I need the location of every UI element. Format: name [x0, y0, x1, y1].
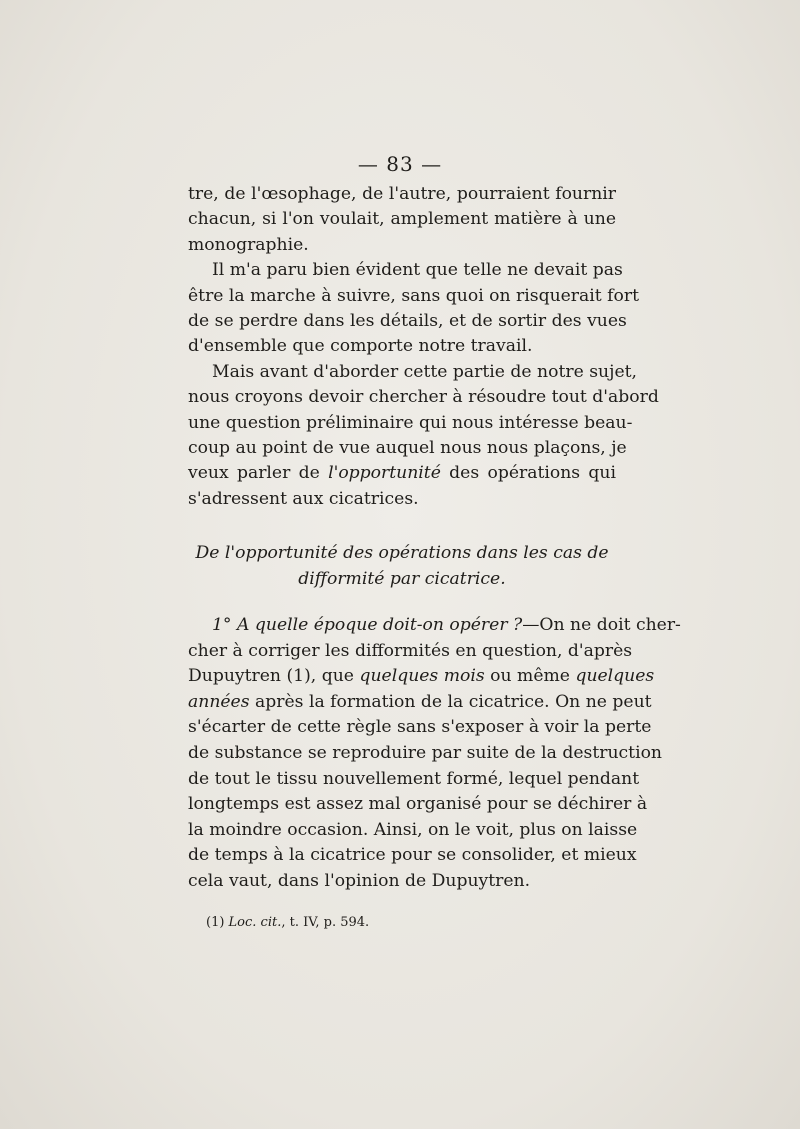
text-line: chacun, si l'on voulait, amplement matière à une	[188, 209, 616, 230]
paragraph-3	[188, 360, 659, 512]
text-line: d'ensemble que comporte notre travail.	[188, 336, 533, 357]
footnote-reference: , t. IV, p. 594.	[281, 915, 370, 930]
text-line: être la marche à suivre, sans quoi on risquerait fort	[188, 285, 639, 306]
text-segment: —On ne doit cher-	[522, 615, 681, 635]
page-number: — 83 —	[357, 152, 443, 176]
section-heading-line: De l'opportunité des opérations dans les cas de	[195, 543, 609, 563]
footnote	[206, 914, 606, 932]
emphasis-text: 1° A quelle époque doit-on opérer ?	[212, 615, 523, 635]
text-segment: veux parler de	[188, 463, 329, 484]
emphasis-text: quelques	[575, 666, 655, 687]
section-heading-line: difformité par cicatrice.	[298, 569, 506, 589]
text-line: longtemps est assez mal organisé pour se déchirer à	[188, 794, 648, 815]
text-segment: des opérations qui	[440, 463, 616, 484]
text-line: de se perdre dans les détails, et de sortir des vues	[188, 311, 627, 332]
text-line	[188, 664, 655, 690]
paragraph-4	[188, 613, 681, 895]
footnote-citation: Loc. cit.	[228, 915, 282, 930]
text-segment: ou même	[484, 666, 576, 687]
text-line	[188, 690, 652, 716]
text-segment: après la formation de la cicatrice. On ne peut	[249, 691, 652, 712]
emphasis-text: quelques mois	[359, 666, 485, 687]
text-segment: Dupuytren (1), que	[188, 666, 360, 687]
text-line: Il m'a paru bien évident que telle ne devait pas	[212, 260, 623, 281]
text-line: nous croyons devoir chercher à résoudre tout d'abord	[188, 387, 659, 408]
text-line	[188, 613, 681, 639]
emphasis-text: l'opportunité	[328, 463, 441, 484]
body-text	[188, 182, 659, 512]
text-line: Mais avant d'aborder cette partie de notre sujet,	[212, 361, 637, 382]
footnote-marker: (1)	[206, 915, 229, 930]
text-line: s'adressent aux cicatrices.	[188, 488, 419, 509]
text-line: de substance se reproduire par suite de la destruction	[188, 742, 662, 763]
text-line	[188, 461, 616, 486]
paragraph-2	[188, 258, 639, 360]
section-heading	[188, 540, 616, 592]
paragraph-1	[188, 182, 616, 258]
text-line: une question préliminaire qui nous intéresse beau-	[188, 412, 633, 433]
emphasis-text: années	[188, 691, 250, 712]
text-line: la moindre occasion. Ainsi, on le voit, plus on laisse	[188, 819, 638, 840]
text-line: de temps à la cicatrice pour se consolider, et mieux	[188, 845, 637, 866]
text-line: cela vaut, dans l'opinion de Dupuytren.	[188, 870, 531, 891]
text-line: de tout le tissu nouvellement formé, lequel pendant	[188, 768, 640, 789]
text-line: tre, de l'œsophage, de l'autre, pourraient fournir	[188, 184, 616, 204]
text-line: s'écarter de cette règle sans s'exposer à voir la perte	[188, 717, 652, 738]
text-line: monographie.	[188, 234, 309, 255]
text-line: coup au point de vue auquel nous nous plaçons, je	[188, 438, 627, 459]
text-line: cher à corriger les difformités en question, d'après	[188, 640, 633, 661]
